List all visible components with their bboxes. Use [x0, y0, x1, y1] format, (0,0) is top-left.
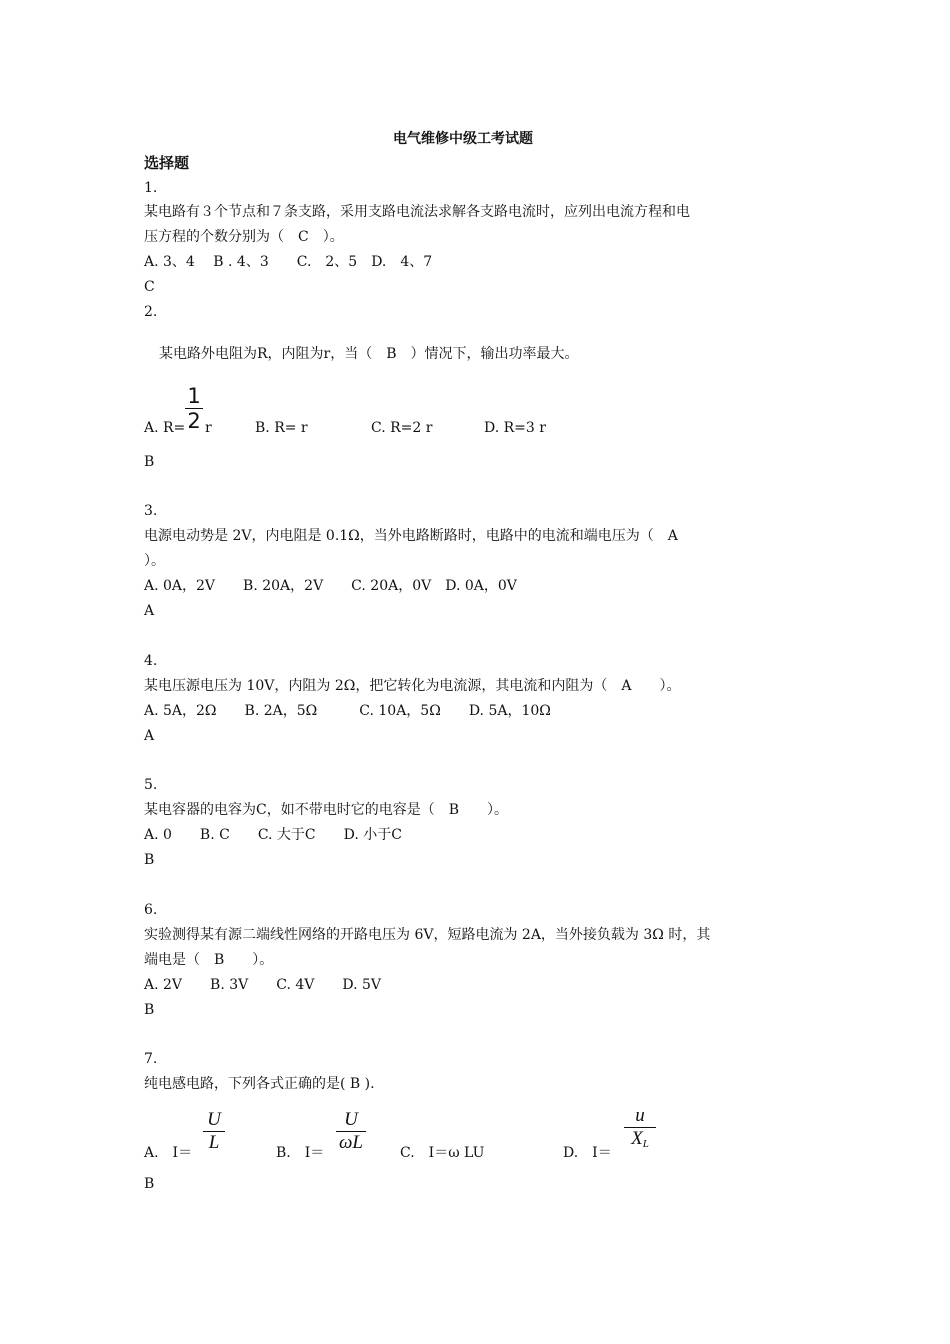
q7-option-b-fraction — [336, 1110, 366, 1153]
q7-option-c: C. I＝ω LU — [400, 1145, 485, 1161]
q7-option-d-prefix: D. I＝ — [563, 1145, 612, 1161]
q7-option-d-denominator: X — [631, 1128, 643, 1149]
q1-answer: C — [144, 279, 155, 295]
section-heading: 选择题 — [144, 154, 190, 172]
q4-answer: A — [144, 728, 155, 744]
q2-option-a-suffix: r — [205, 420, 212, 436]
q7-option-a-prefix: A. I＝ — [144, 1145, 193, 1161]
q7-option-b-numerator: U — [344, 1109, 358, 1130]
q4-stem: 某电压源电压为 10V，内阻为 2Ω，把它转化为电流源，其电流和内阻为（ A ）。 — [144, 678, 681, 694]
q7-option-d-subscript: L — [642, 1138, 649, 1150]
q2-option-a-prefix: A. R= — [144, 420, 186, 436]
q6-number: 6. — [144, 902, 158, 918]
q7-option-b-prefix: B. I＝ — [276, 1145, 325, 1161]
q7-option-a-denominator: L — [208, 1132, 220, 1153]
q7-stem: 纯电感电路，下列各式正确的是( B ). — [144, 1076, 375, 1092]
q7-option-d-fraction — [624, 1106, 656, 1154]
q2-option-d: D. R=3 r — [484, 420, 546, 436]
q7-number: 7. — [144, 1051, 158, 1067]
q3-answer: A — [144, 603, 155, 619]
q2-stem: 某电路外电阻为R，内阻为r，当（ B ）情况下，输出功率最大。 — [159, 346, 579, 362]
q3-number: 3. — [144, 503, 158, 519]
q7-option-a-fraction — [203, 1110, 225, 1153]
q1-number: 1. — [144, 180, 158, 196]
q5-number: 5. — [144, 777, 158, 793]
q4-number: 4. — [144, 653, 158, 669]
q2-fraction-denominator: 2 — [187, 409, 201, 433]
q1-options: A. 3、4 B . 4、3 C. 2、5 D. 4、7 — [144, 254, 433, 270]
q3-stem-line2: ）。 — [144, 553, 165, 569]
q7-option-d-numerator: u — [635, 1105, 645, 1126]
q3-stem-line1: 电源电动势是 2V，内电阻是 0.1Ω，当外电路断路时，电路中的电流和端电压为（ A — [144, 528, 678, 544]
q2-number: 2. — [144, 304, 158, 320]
q7-option-a-numerator: U — [207, 1109, 221, 1130]
q6-stem-line1: 实验测得某有源二端线性网络的开路电压为 6V，短路电流为 2A，当外接负载为 3Ω 时，其 — [144, 927, 711, 943]
q1-stem-line1: 某电路有３个节点和７条支路，采用支路电流法求解各支路电流时，应列出电流方程和电 — [144, 204, 690, 220]
q2-answer: B — [144, 454, 155, 470]
document-title: 电气维修中级工考试题 — [393, 131, 533, 147]
q4-options: A. 5A，2Ω B. 2A，5Ω C. 10A，5Ω D. 5A，10Ω — [144, 703, 551, 719]
q2-option-c: C. R=2 r — [371, 420, 433, 436]
q7-answer: B — [144, 1176, 155, 1192]
q5-options: A. 0 B. C C. 大于C D. 小于C — [144, 827, 402, 843]
q7-option-b-denominator: ωL — [339, 1132, 363, 1153]
q2-fraction-numerator: 1 — [187, 384, 201, 408]
q6-options: A. 2V B. 3V C. 4V D. 5V — [144, 977, 382, 993]
q6-stem-line2: 端电是（ B ）。 — [144, 952, 274, 968]
q5-stem: 某电容器的电容为C，如不带电时它的电容是（ B ）。 — [144, 802, 508, 818]
q2-option-b: B. R= r — [255, 420, 308, 436]
q2-fraction-half — [185, 385, 203, 432]
q3-options: A. 0A，2V B. 20A，2V C. 20A，0V D. 0A，0V — [144, 578, 517, 594]
q6-answer: B — [144, 1002, 155, 1018]
q1-stem-line2: 压方程的个数分别为（ C ）。 — [144, 229, 344, 245]
q5-answer: B — [144, 852, 155, 868]
